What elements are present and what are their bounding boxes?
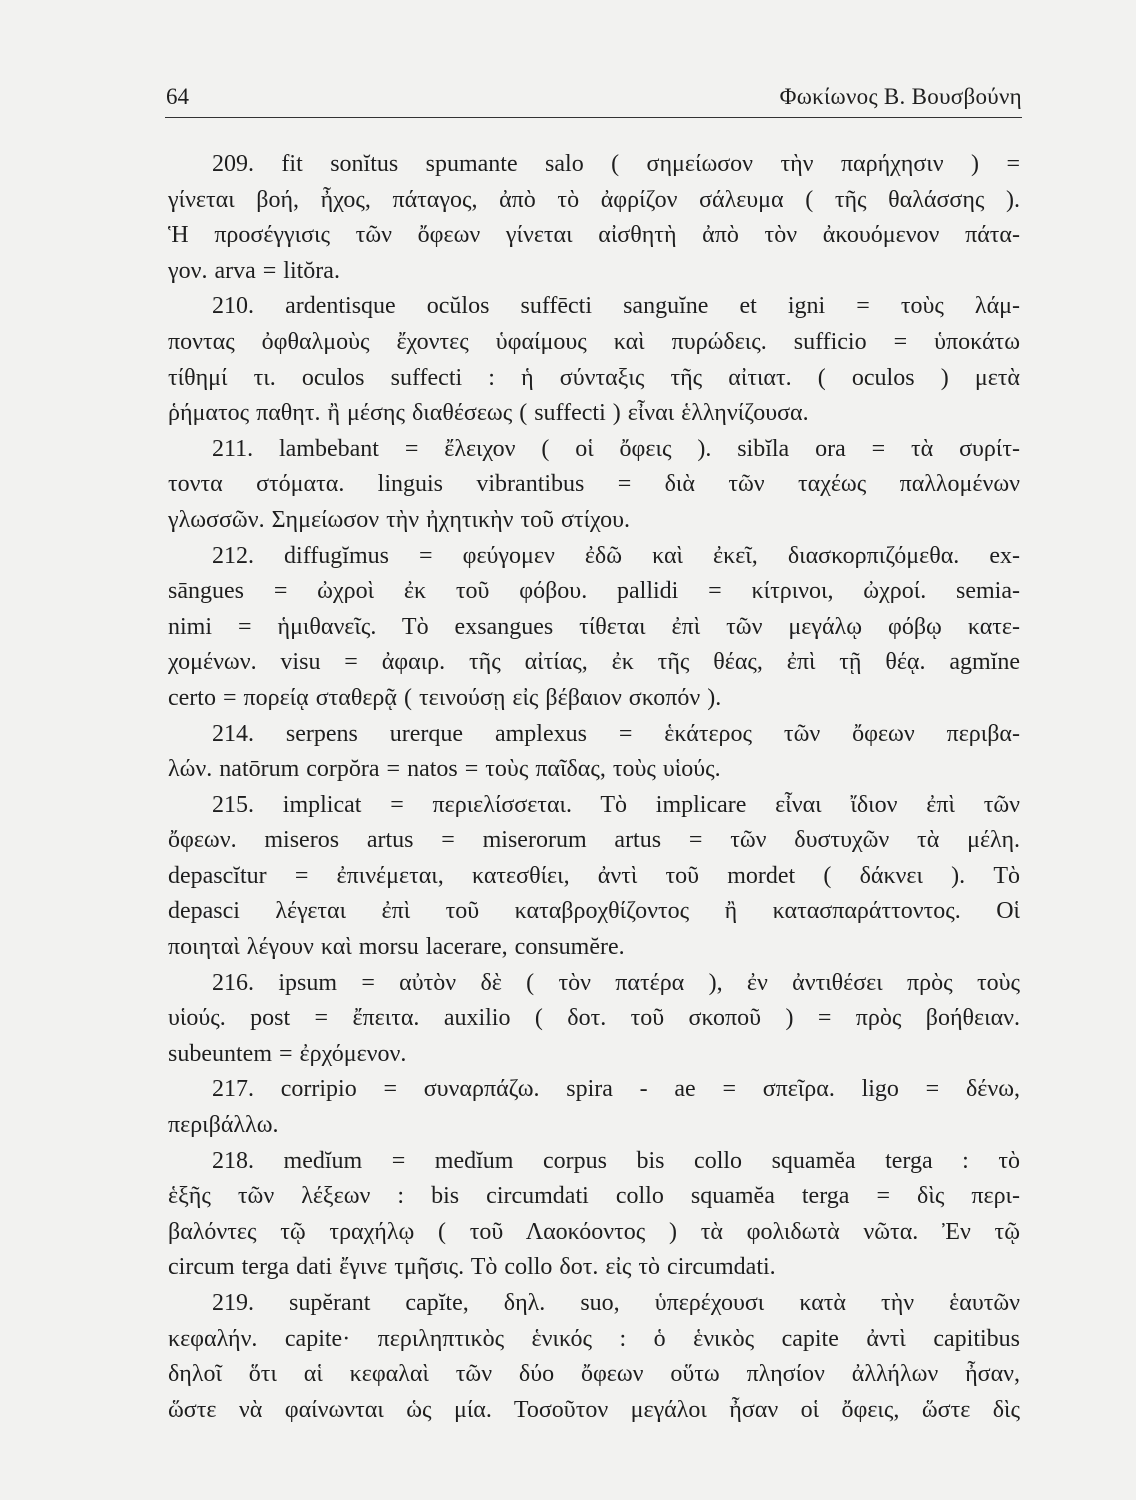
paragraph-218: [168, 1144, 1020, 1286]
text-line: χομένων. visu = ἀφαιρ. τῆς αἰτίας, ἐκ τῆς θέας, ἐπὶ τῇ θέᾳ. agmĭne: [168, 649, 1020, 676]
text-line: γον. arva = litŏra.: [168, 257, 340, 284]
paragraph-219: [168, 1286, 1020, 1428]
text-line: βαλόντες τῷ τραχήλῳ ( τοῦ Λαοκόοντος ) τὰ φολιδωτὰ νῶτα. Ἐν τῷ: [168, 1218, 1020, 1245]
text-line: γίνεται βοή, ἦχος, πάταγος, ἀπὸ τὸ ἀφρίζον σάλευμα ( τῆς θαλάσσης ).: [168, 186, 1020, 213]
paragraph-215: [168, 788, 1020, 966]
paragraph-214: [168, 717, 1020, 788]
text-line: ὄφεων. miseros artus = miserorum artus = τῶν δυστυχῶν τὰ μέλη.: [168, 827, 1020, 854]
text-line: depasci λέγεται ἐπὶ τοῦ καταβροχθίζοντος ἢ κατασπαράττοντος. Οἱ: [168, 898, 1020, 925]
paragraph-212: [168, 539, 1020, 717]
text-line: sāngues = ὠχροὶ ἐκ τοῦ φόβου. pallidi = κίτρινοι, ὠχροί. semia-: [168, 578, 1020, 605]
commentary-text: [168, 147, 1020, 1428]
text-line: 212. diffugĭmus = φεύγομεν ἐδῶ καὶ ἐκεῖ, διασκορπιζόμεθα. ex-: [212, 542, 1020, 569]
text-line: ποντας ὀφθαλμοὺς ἔχοντες ὑφαίμους καὶ πυρώδεις. sufficio = ὑποκάτω: [168, 328, 1020, 355]
page-number: 64: [166, 84, 189, 109]
paragraph-216: [168, 966, 1020, 1073]
paragraph-210: [168, 289, 1020, 431]
text-line: ποιηταὶ λέγουν καὶ morsu lacerare, consumĕre.: [168, 934, 625, 961]
paragraph-209: [168, 147, 1020, 289]
text-line: ὥστε νὰ φαίνωνται ὡς μία. Τοσοῦτον μεγάλοι ἦσαν οἱ ὄφεις, ὥστε δὶς: [168, 1396, 1020, 1423]
text-line: 214. serpens urerque amplexus = ἑκάτερος τῶν ὄφεων περιβα-: [212, 720, 1020, 747]
text-line: 217. corripio = συναρπάζω. spira - ae = σπεῖρα. ligo = δένω,: [212, 1076, 1020, 1103]
text-line: κεφαλήν. capite· περιληπτικὸς ἑνικός : ὁ ἑνικὸς capite ἀντὶ capitibus: [168, 1325, 1020, 1352]
text-line: 210. ardentisque ocŭlos suffēcti sanguĭne et igni = τοὺς λάμ-: [212, 293, 1020, 320]
text-line: 215. implicat = περιελίσσεται. Τὸ implicare εἶναι ἴδιον ἐπὶ τῶν: [212, 791, 1020, 818]
text-line: περιβάλλω.: [168, 1112, 279, 1139]
text-line: nimi = ἡμιθανεῖς. Τὸ exsangues τίθεται ἐπὶ τῶν μεγάλῳ φόβῳ κατε-: [168, 613, 1020, 640]
text-line: τίθημί τι. oculos suffecti : ἡ σύνταξις τῆς αἰτιατ. ( oculos ) μετὰ: [168, 364, 1020, 391]
text-line: subeuntem = ἐρχόμενον.: [168, 1040, 407, 1067]
text-line: λών. natōrum corpŏra = natos = τοὺς παῖδας, τοὺς υἱούς.: [168, 756, 721, 783]
text-line: 211. lambebant = ἔλειχον ( οἱ ὄφεις ). sibĭla ora = τὰ συρίτ-: [212, 435, 1020, 462]
text-line: ῥήματος παθητ. ἢ μέσης διαθέσεως ( suffecti ) εἶναι ἑλληνίζουσα.: [168, 400, 809, 427]
text-line: 218. medĭum = medĭum corpus bis collo squamĕa terga : τὸ: [212, 1147, 1020, 1174]
text-line: υἱούς. post = ἔπειτα. auxilio ( δοτ. τοῦ σκοποῦ ) = πρὸς βοήθειαν.: [168, 1005, 1020, 1032]
text-line: 209. fit sonĭtus spumante salo ( σημείωσον τὴν παρήχησιν ) =: [212, 151, 1020, 177]
text-line: τοντα στόματα. linguis vibrantibus = διὰ τῶν ταχέως παλλομένων: [168, 471, 1020, 498]
text-line: certo = πορείᾳ σταθερᾷ ( τεινούσῃ εἰς βέβαιον σκοπόν ).: [168, 684, 722, 711]
text-line: γλωσσῶν. Σημείωσον τὴν ἠχητικὴν τοῦ στίχου.: [168, 506, 631, 533]
paragraph-211: [168, 432, 1020, 539]
text-line: 219. supĕrant capĭte, δηλ. suo, ὑπερέχουσι κατὰ τὴν ἑαυτῶν: [212, 1290, 1020, 1316]
text-line: circum terga dati ἔγινε τμῆσις. Τὸ collo δοτ. εἰς τὸ circumdati.: [168, 1254, 776, 1281]
text-line: δηλοῖ ὅτι αἱ κεφαλαὶ τῶν δύο ὄφεων οὕτω πλησίον ἀλλήλων ἦσαν,: [168, 1361, 1020, 1388]
running-title: Φωκίωνος Β. Βουσβούνη: [779, 84, 1022, 109]
text-line: Ἡ προσέγγισις τῶν ὄφεων γίνεται αἰσθητὴ ἀπὸ τὸν ἀκουόμενον πάτα-: [168, 222, 1020, 249]
text-line: depascĭtur = ἐπινέμεται, κατεσθίει, ἀντὶ τοῦ mordet ( δάκνει ). Τὸ: [168, 862, 1020, 889]
paragraph-217: [168, 1072, 1020, 1143]
text-line: ἑξῆς τῶν λέξεων : bis circumdati collo squamĕa terga = δὶς περι-: [168, 1183, 1020, 1210]
page-header: [166, 80, 1022, 114]
text-line: 216. ipsum = αὐτὸν δὲ ( τὸν πατέρα ), ἐν ἀντιθέσει πρὸς τοὺς: [212, 969, 1020, 996]
header-rule: [165, 117, 1022, 118]
